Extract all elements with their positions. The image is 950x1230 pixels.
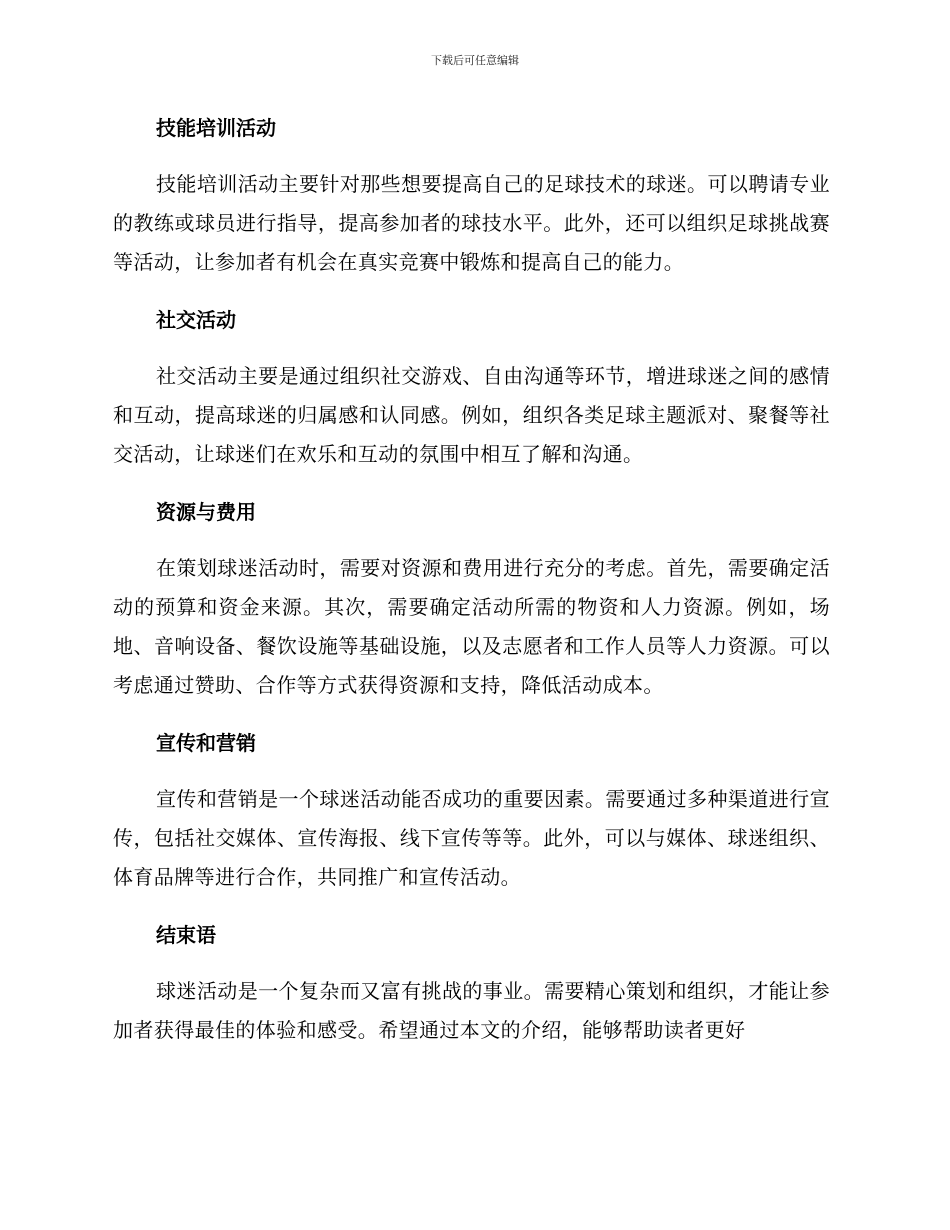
section-paragraph-resources: 在策划球迷活动时，需要对资源和费用进行充分的考虑。首先，需要确定活动的预算和资金来源。其次，需要确定活动所需的物资和人力资源。例如，场地、音响设备、餐饮设施等基础设施，以及志愿者和工作人员等人力资源。可以考虑通过赞助、合作等方式获得资源和支持，降低活动成本。 xyxy=(113,556,830,697)
section-paragraph-conclusion: 球迷活动是一个复杂而又富有挑战的事业。需要精心策划和组织，才能让参加者获得最佳的体验和感受。希望通过本文的介绍，能够帮助读者更好 xyxy=(113,979,830,1042)
section-heading-social: 社交活动 xyxy=(156,308,236,332)
page-header: 下载后可任意编辑 xyxy=(431,54,519,67)
section-heading-conclusion: 结束语 xyxy=(156,923,216,947)
section-heading-promotion: 宣传和营销 xyxy=(156,731,256,755)
section-heading-resources: 资源与费用 xyxy=(156,500,256,524)
section-paragraph-social: 社交活动主要是通过组织社交游戏、自由沟通等环节，增进球迷之间的感情和互动，提高球迷的归属感和认同感。例如，组织各类足球主题派对、聚餐等社交活动，让球迷们在欢乐和互动的氛围中相互了解和沟通。 xyxy=(113,364,830,466)
section-heading-skill-training: 技能培训活动 xyxy=(156,116,276,140)
document-body xyxy=(113,108,830,1068)
section-paragraph-skill-training: 技能培训活动主要针对那些想要提高自己的足球技术的球迷。可以聘请专业的教练或球员进行指导，提高参加者的球技水平。此外，还可以组织足球挑战赛等活动，让参加者有机会在真实竞赛中锻炼和提高自己的能力。 xyxy=(113,172,830,274)
section-paragraph-promotion: 宣传和营销是一个球迷活动能否成功的重要因素。需要通过多种渠道进行宣传，包括社交媒体、宣传海报、线下宣传等等。此外，可以与媒体、球迷组织、体育品牌等进行合作，共同推广和宣传活动。 xyxy=(113,787,830,889)
